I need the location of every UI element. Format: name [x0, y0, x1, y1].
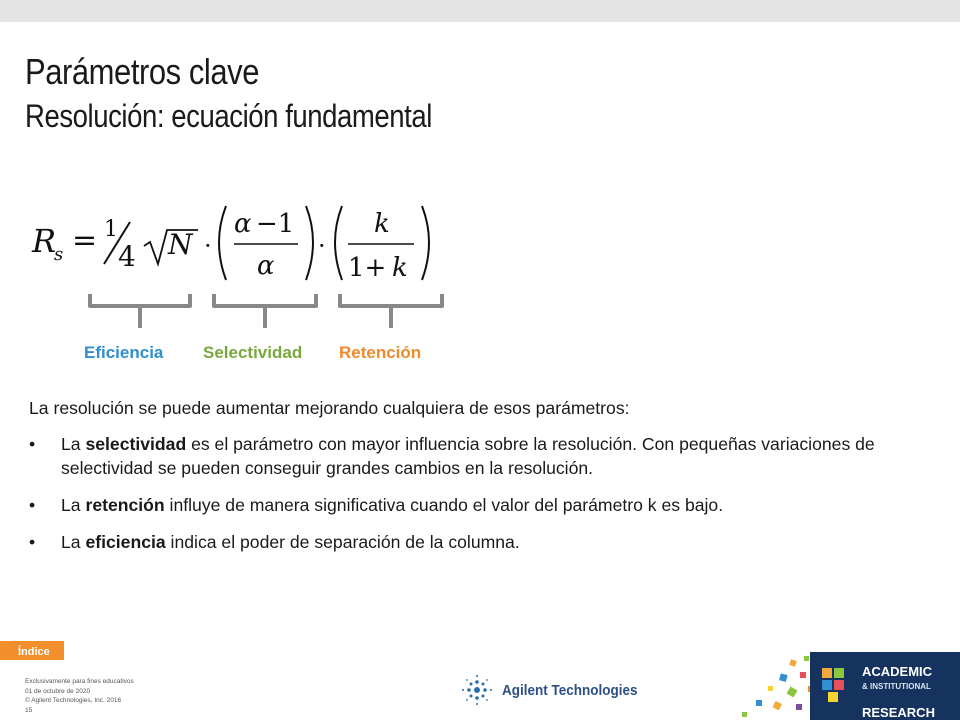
academic-logo-icon: [820, 666, 856, 706]
bullet-pre: La: [61, 495, 86, 515]
spark-icon: [460, 673, 494, 707]
svg-text:k: k: [374, 209, 390, 239]
bullet-post: es el parámetro con mayor influencia sobre la resolución. Con pequeñas variaciones de selectividad se pueden conseguir grandes cambios en la resolución.: [61, 434, 875, 478]
efficiency-brace: [90, 294, 190, 328]
top-bar: [0, 0, 960, 22]
svg-text:·: ·: [204, 232, 212, 260]
svg-text:α: α: [257, 251, 275, 281]
decorative-squares: [730, 652, 820, 720]
svg-text:1: 1: [104, 217, 118, 242]
parameter-labels: [0, 343, 960, 367]
badge-line-2: & INSTITUTIONAL: [862, 682, 931, 691]
resolution-equation: [30, 198, 450, 288]
academic-research-badge: [810, 652, 960, 720]
footer-legal: [25, 677, 134, 715]
svg-text:1+: 1+: [348, 253, 387, 283]
bullet-bold: retención: [85, 495, 165, 515]
svg-text:α: α: [234, 209, 252, 239]
footer-line: © Agilent Technologies, Inc. 2016: [25, 697, 122, 704]
bullet-pre: La: [61, 434, 86, 454]
efficiency-label: Eficiencia: [84, 343, 164, 362]
svg-text:k: k: [392, 253, 408, 283]
slide-body: [29, 396, 889, 567]
footer-line: Exclusivamente para fines educativos: [25, 678, 134, 685]
selectivity-brace: [214, 294, 316, 328]
page-title: Parámetros clave: [25, 51, 260, 92]
agilent-logo: [460, 673, 653, 707]
brand-name: Agilent Technologies: [502, 681, 638, 699]
bullet-item: [29, 530, 889, 554]
page-subtitle: Resolución: ecuación fundamental: [25, 98, 432, 134]
grouping-braces: [80, 290, 460, 336]
chevron-left-icon: [4, 640, 18, 662]
svg-text:4: 4: [118, 240, 136, 273]
bullet-post: influye de manera significativa cuando el valor del parámetro k es bajo.: [164, 495, 724, 515]
svg-text:=: =: [72, 223, 98, 258]
badge-line-3: RESEARCH: [862, 705, 935, 720]
svg-text:·: ·: [318, 232, 326, 260]
footer-line: 01 de octubre de 2020: [25, 687, 91, 695]
bullet-post: indica el poder de separación de la columna.: [165, 532, 520, 552]
page-number: 15: [25, 706, 33, 714]
bullet-bold: selectividad: [85, 434, 187, 454]
selectivity-label: Selectividad: [203, 343, 303, 362]
svg-text:N: N: [168, 228, 193, 261]
intro-text: La resolución se puede aumentar mejorando cualquiera de esos parámetros:: [29, 398, 630, 418]
bullet-item: [29, 432, 889, 480]
retention-brace: [340, 294, 442, 328]
retention-label: Retención: [339, 343, 422, 362]
bullet-bold: eficiencia: [85, 532, 166, 552]
svg-text:−1: −1: [256, 209, 295, 239]
index-label: Índice: [0, 641, 64, 663]
bullet-item: [29, 493, 889, 517]
svg-text:R: R: [32, 222, 57, 260]
svg-text:s: s: [54, 244, 64, 265]
badge-line-1: ACADEMIC: [862, 664, 933, 679]
bullet-pre: La: [61, 532, 86, 552]
bullet-list: [29, 432, 889, 554]
